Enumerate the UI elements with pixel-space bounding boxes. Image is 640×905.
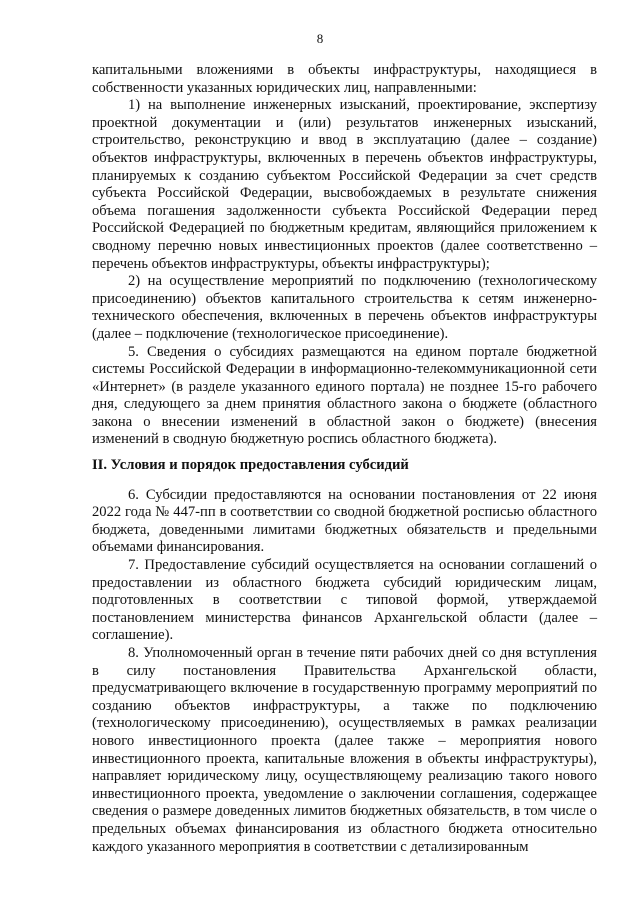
page-number: 8	[316, 31, 324, 46]
paragraph: капитальными вложениями в объекты инфраструктуры, находящиеся в собственности указанных юридических лиц, направленными:	[92, 62, 597, 96]
paragraph: 1) на выполнение инженерных изысканий, проектирование, экспертизу проектной документации и (или) результатов инженерных изысканий, строительство, реконструкцию и ввод в эксплуатацию (далее – создание) объектов инфраструктуры, включенных в перечень объектов инфраструктуры, планируемых к созданию субъектом Российской Федерации за счет средств субъекта Российской Федерации, высвобождаемых в результате снижения объема погашения задолженности субъекта Российской Федерации перед Российской Федерацией по бюджетным кредитам, являющийся приложением к сводному перечню новых инвестиционных проектов (далее соответственно – перечень объектов инфраструктуры, объекты инфраструктуры);	[92, 97, 597, 272]
section-heading: II. Условия и порядок предоставления субсидий	[92, 457, 409, 474]
paragraph: 7. Предоставление субсидий осуществляется на основании соглашений о предоставлении из областного бюджета субсидий юридическим лицам, подготовленных в соответствии с типовой формой, утверждаемой постановлением министерства финансов Архангельской области (далее – соглашение).	[92, 557, 597, 644]
paragraph: 8. Уполномоченный орган в течение пяти рабочих дней со дня вступления в силу постановления Правительства Архангельской области, предусматривающего включение в государственную программу мероприятий по созданию объектов инфраструктуры, а также по подключению (технологическому присоединению), осуществляемых в рамках реализации нового инвестиционного проекта (далее также – мероприятия нового инвестиционного проекта, капитальные вложения в объекты инфраструктуры), направляет юридическому лицу, осуществляющему реализацию такого нового инвестиционного проекта, уведомление о заключении соглашения, содержащее сведения о размере доведенных лимитов бюджетных обязательств, в том числе о предельных объемах финансирования из областного бюджета относительно каждого указанного мероприятия в соответствии с детализированным	[92, 645, 597, 855]
document-body	[92, 62, 597, 856]
paragraph: 2) на осуществление мероприятий по подключению (технологическому присоединению) объектов капитального строительства к сетям инженерно-технического обеспечения, включенных в перечень объектов инфраструктуры (далее – подключение (технологическое присоединение).	[92, 273, 597, 342]
paragraph: 5. Сведения о субсидиях размещаются на едином портале бюджетной системы Российской Федерации в информационно-телекоммуникационной сети «Интернет» (в разделе указанного единого портала) не позднее 15-го рабочего дня, следующего за днем принятия областного закона о бюджете (областного закона о внесении изменений в областной закон о бюджете) (внесения изменений в сводную бюджетную роспись областного бюджета).	[92, 343, 597, 448]
paragraph: 6. Субсидии предоставляются на основании постановления от 22 июня 2022 года № 447-пп в соответствии со сводной бюджетной росписью областного бюджета, доведенными лимитами бюджетных обязательств и предельными объемами финансирования.	[92, 486, 597, 556]
